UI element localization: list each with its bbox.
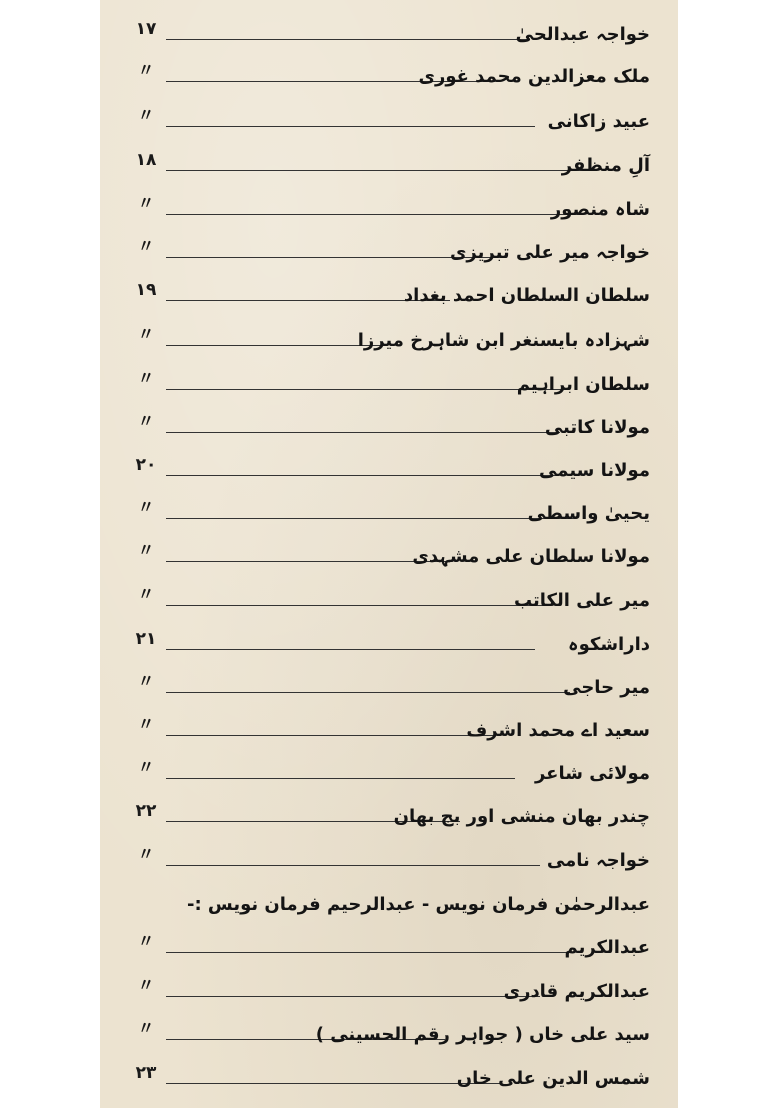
toc-entry[interactable] bbox=[100, 49, 678, 93]
toc-entry[interactable] bbox=[100, 1007, 678, 1051]
toc-entry[interactable] bbox=[100, 920, 678, 964]
leader-line bbox=[166, 605, 545, 606]
entry-title: داراشکوہ bbox=[568, 634, 650, 655]
entry-title: شمس الدین علی خاں bbox=[456, 1068, 650, 1089]
entry-title: شاہ منصور bbox=[550, 199, 650, 220]
entry-title: عبید زاکانی bbox=[547, 111, 650, 132]
entry-title: سلطان السلطان احمد بغداد bbox=[403, 285, 650, 306]
page-number: 〃 bbox=[137, 541, 155, 561]
toc-entry[interactable] bbox=[100, 703, 678, 747]
page-number: 〃 bbox=[137, 932, 155, 952]
toc-entry[interactable] bbox=[100, 268, 678, 312]
entry-title: عبدالکریم قادری bbox=[503, 981, 650, 1002]
entry-title: سید علی خاں ( جواہر رقم الحسینی ) bbox=[315, 1024, 650, 1045]
leader-line bbox=[166, 126, 535, 127]
entry-title: سعید اے محمد اشرف bbox=[466, 720, 650, 741]
toc-entry[interactable] bbox=[100, 400, 678, 444]
page-number: ٢١ bbox=[135, 629, 157, 649]
leader-line bbox=[166, 345, 385, 346]
toc-entry[interactable] bbox=[100, 877, 678, 921]
page-number: 〃 bbox=[137, 369, 155, 389]
entry-title: مولانا کاتبی bbox=[544, 417, 650, 438]
page-number: ٢٣ bbox=[135, 1063, 157, 1083]
entry-title: مولائی شاعر bbox=[534, 763, 650, 784]
page-number: 〃 bbox=[137, 758, 155, 778]
leader-line bbox=[166, 735, 495, 736]
leader-line bbox=[166, 39, 530, 40]
page-number: 〃 bbox=[137, 715, 155, 735]
entry-title: عبدالکریم bbox=[564, 937, 650, 958]
leader-line bbox=[166, 1083, 500, 1084]
toc-entry[interactable] bbox=[100, 833, 678, 877]
page-number: 〃 bbox=[137, 412, 155, 432]
toc-entry[interactable] bbox=[100, 357, 678, 401]
page-number: 〃 bbox=[137, 585, 155, 605]
page-number: 〃 bbox=[137, 672, 155, 692]
toc-entry[interactable] bbox=[100, 225, 678, 269]
toc-entry[interactable] bbox=[100, 617, 678, 661]
entry-title: خواجہ نامی bbox=[546, 850, 650, 871]
page-number: 〃 bbox=[137, 194, 155, 214]
entry-title: میر علی الکاتب bbox=[513, 590, 650, 611]
leader-line bbox=[166, 649, 535, 650]
toc-entry[interactable] bbox=[100, 529, 678, 573]
page-number: 〃 bbox=[137, 845, 155, 865]
page-number: 〃 bbox=[137, 976, 155, 996]
entry-title: میر حاجی bbox=[563, 677, 650, 698]
page-number: 〃 bbox=[137, 1019, 155, 1039]
page-number: ١٩ bbox=[135, 280, 157, 300]
leader-line bbox=[166, 996, 540, 997]
leader-line bbox=[166, 518, 575, 519]
entry-title: یحییٰ واسطی bbox=[527, 503, 650, 524]
toc-entry[interactable] bbox=[100, 443, 678, 487]
entry-title: سلطان ابراہیم bbox=[516, 374, 650, 395]
leader-line bbox=[166, 778, 515, 779]
page-number: ٢٢ bbox=[135, 801, 157, 821]
toc-entry[interactable] bbox=[100, 746, 678, 790]
book-page bbox=[100, 0, 678, 1108]
leader-line bbox=[166, 389, 565, 390]
entry-title: خواجہ عبدالحیٰ bbox=[515, 24, 650, 45]
page-number: 〃 bbox=[137, 237, 155, 257]
toc-entry[interactable] bbox=[100, 789, 678, 833]
toc-entry[interactable] bbox=[100, 660, 678, 704]
leader-line bbox=[166, 214, 578, 215]
page-number: 〃 bbox=[137, 498, 155, 518]
leader-line bbox=[166, 475, 558, 476]
entry-title: عبدالرحمٰن فرمان نویس - عبدالرحیم فرمان نویس :- bbox=[186, 894, 650, 915]
toc-entry[interactable] bbox=[100, 182, 678, 226]
toc-entry[interactable] bbox=[100, 964, 678, 1008]
leader-line bbox=[166, 865, 540, 866]
leader-line bbox=[166, 561, 450, 562]
toc-entry[interactable] bbox=[100, 486, 678, 530]
toc-entry[interactable] bbox=[100, 313, 678, 357]
page-number: 〃 bbox=[137, 106, 155, 126]
entry-title: آلِ منظفر bbox=[561, 155, 650, 176]
entry-title: چندر بھان منشی اور بج بھان bbox=[393, 806, 650, 827]
entry-title: ملک معزالدین محمد غوری bbox=[418, 66, 650, 87]
toc-entry[interactable] bbox=[100, 94, 678, 138]
entry-title: مولانا سیمی bbox=[539, 460, 650, 481]
toc-entry[interactable] bbox=[100, 1051, 678, 1095]
leader-line bbox=[166, 952, 575, 953]
leader-line bbox=[166, 432, 560, 433]
page-number: 〃 bbox=[137, 61, 155, 81]
leader-line bbox=[166, 170, 585, 171]
page-number: ١٧ bbox=[135, 19, 157, 39]
leader-line bbox=[166, 692, 570, 693]
page-number: 〃 bbox=[137, 325, 155, 345]
page-number: ١٨ bbox=[135, 150, 157, 170]
entry-title: شہزادہ بایسنغر ابن شاہرخ میرزا bbox=[357, 330, 650, 351]
entry-title: خواجہ میر علی تبریزی bbox=[449, 242, 650, 263]
entry-title: مولانا سلطان علی مشہدی bbox=[412, 546, 650, 567]
toc-entry[interactable] bbox=[100, 573, 678, 617]
page-number: ٢٠ bbox=[135, 455, 157, 475]
toc-entry[interactable] bbox=[100, 138, 678, 182]
toc-entry[interactable] bbox=[100, 7, 678, 51]
